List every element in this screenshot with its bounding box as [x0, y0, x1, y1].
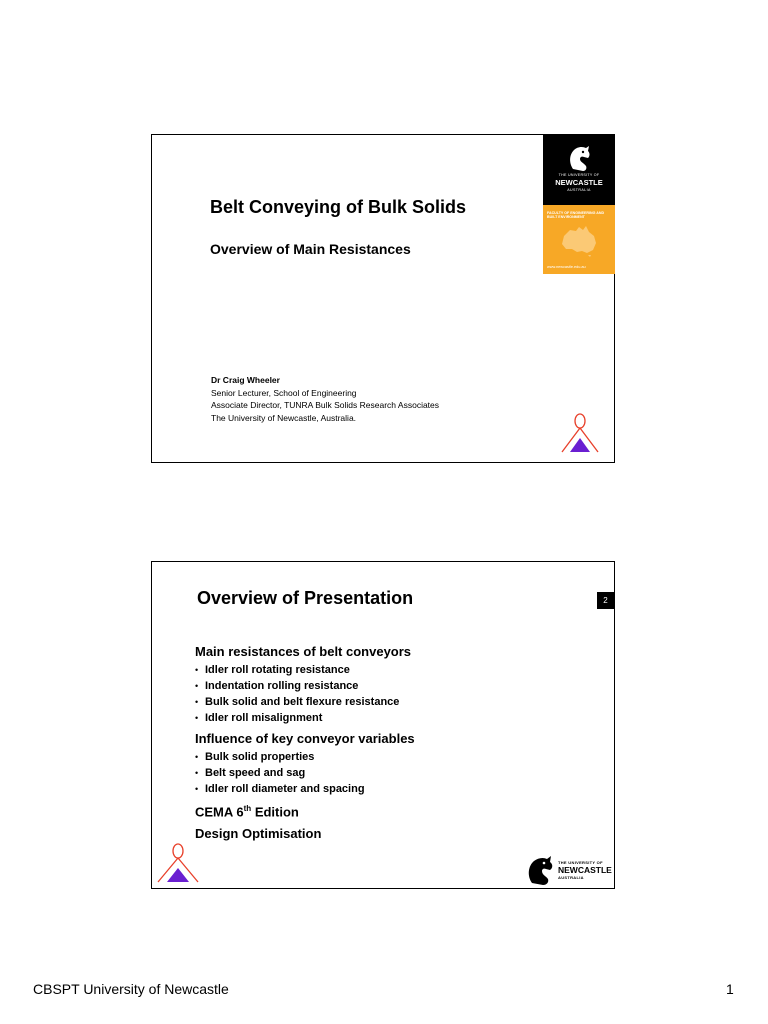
seahorse-crest-icon — [565, 143, 593, 173]
design-heading: Design Optimisation — [195, 826, 322, 841]
list-item: • Bulk solid properties — [195, 749, 365, 765]
list-item: • Bulk solid and belt flexure resistance — [195, 694, 399, 710]
section-heading-resistances: Main resistances of belt conveyors — [195, 644, 412, 659]
faculty-brand-panel — [543, 205, 615, 274]
website-text: www.newcastle.edu.au — [547, 265, 586, 269]
cema-heading — [195, 804, 299, 819]
slide-title: Overview of Presentation — [197, 588, 414, 608]
logo-country: AUSTRALIA — [558, 875, 584, 880]
footer-source: CBSPT University of Newcastle — [33, 981, 229, 997]
list-item: • Indentation rolling resistance — [195, 678, 399, 694]
brand-university: NEWCASTLE — [555, 178, 603, 187]
cema-prefix: CEMA 6 — [195, 804, 244, 820]
author-block — [211, 374, 439, 424]
author-affiliation: Associate Director, TUNRA Bulk Solids Research Associates — [211, 400, 440, 410]
section-heading-variables: Influence of key conveyor variables — [195, 731, 415, 746]
tunra-logo-icon — [154, 842, 202, 888]
title-slide — [151, 134, 615, 463]
resistances-list — [195, 662, 399, 726]
logo-university: NEWCASTLE — [558, 865, 612, 875]
brand-country: AUSTRALIA — [567, 188, 591, 192]
cema-superscript: th — [243, 804, 252, 813]
logo-the: THE UNIVERSITY OF — [558, 860, 603, 865]
australia-map-icon — [558, 222, 600, 258]
tunra-logo-icon — [558, 412, 602, 458]
list-item: • Idler roll misalignment — [195, 710, 399, 726]
list-item: • Belt speed and sag — [195, 765, 365, 781]
university-brand-panel — [543, 135, 615, 205]
faculty-name: FACULTY OF ENGINEERING AND BUILT ENVIRONMENT — [547, 211, 605, 220]
list-item: • Idler roll diameter and spacing — [195, 781, 365, 797]
overview-slide — [151, 561, 615, 889]
brand-the: THE UNIVERSITY OF — [558, 173, 600, 177]
author-role: Senior Lecturer, School of Engineering — [211, 387, 357, 398]
variables-list — [195, 749, 365, 797]
author-name: Dr Craig Wheeler — [211, 375, 280, 385]
slide-subtitle: Overview of Main Resistances — [210, 241, 411, 257]
university-logo — [525, 853, 613, 887]
slide-title: Belt Conveying of Bulk Solids — [210, 197, 467, 217]
author-institution: The University of Newcastle, Australia. — [211, 412, 357, 423]
cema-suffix: Edition — [251, 804, 299, 820]
list-item: • Idler roll rotating resistance — [195, 662, 399, 678]
slide-number-badge: 2 — [597, 592, 614, 609]
seahorse-crest-icon — [525, 853, 555, 887]
page-number: 1 — [726, 981, 734, 997]
